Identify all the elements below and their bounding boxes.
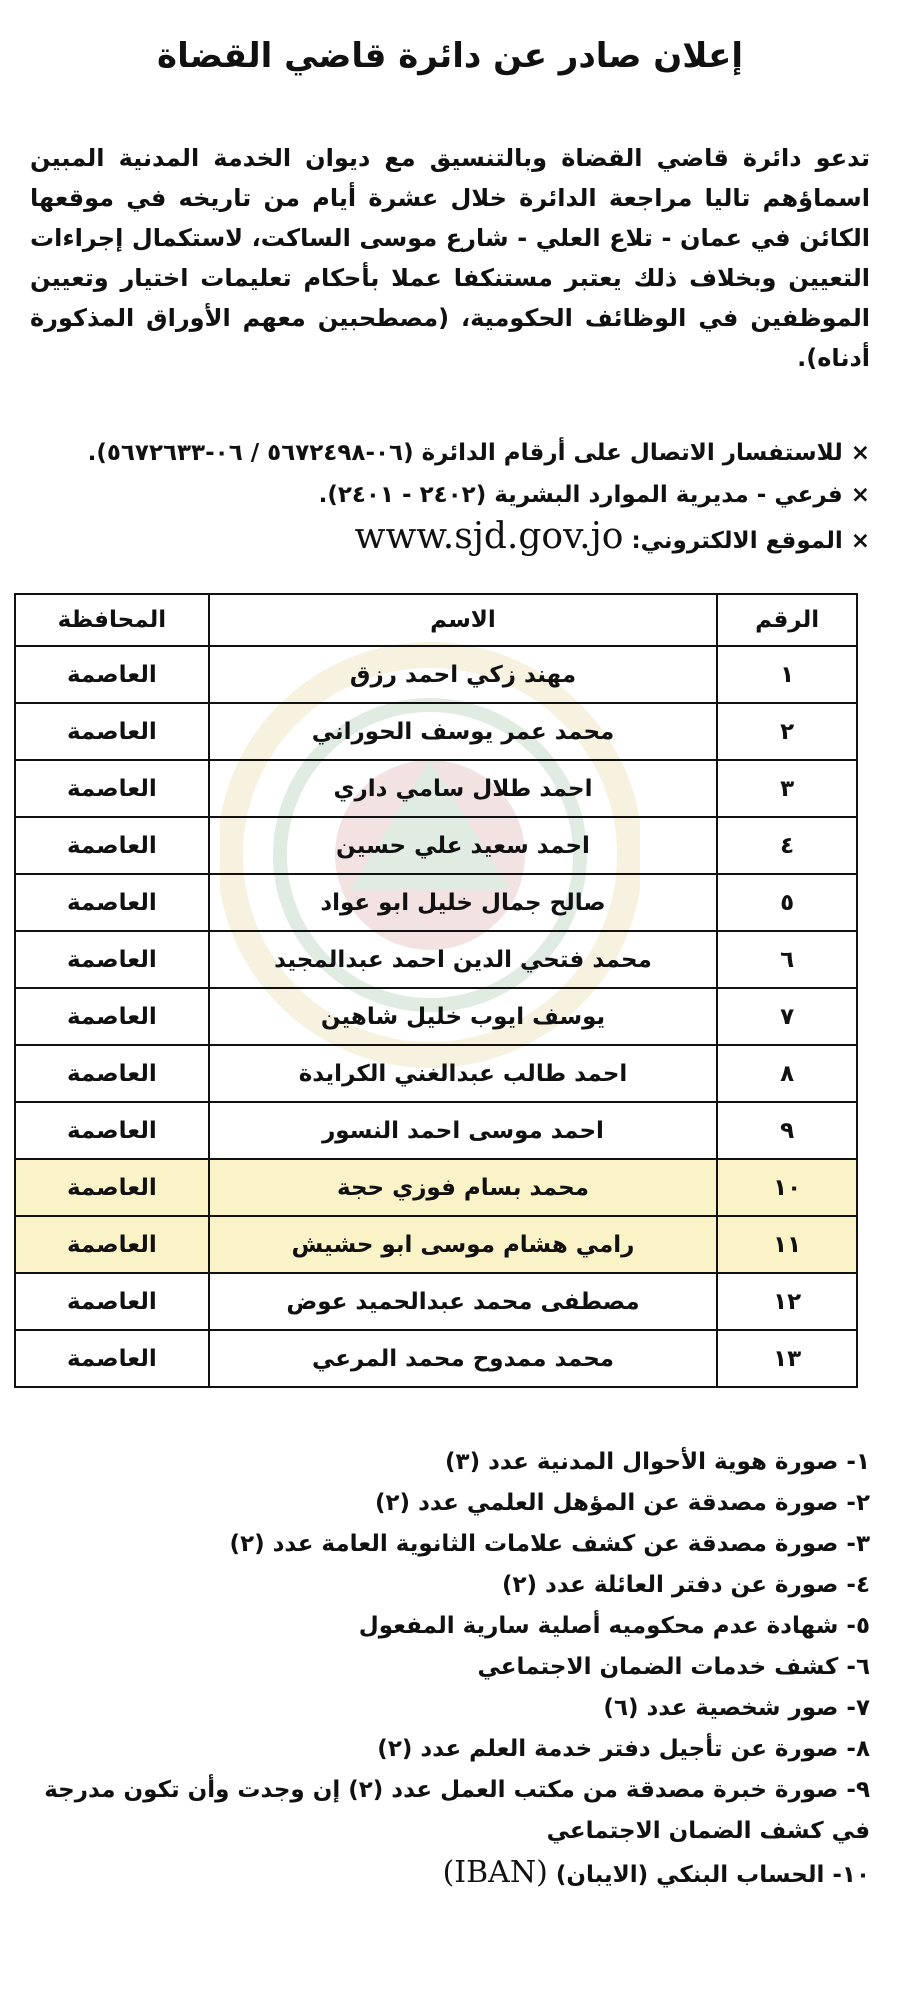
table-row (15, 874, 857, 931)
required-documents-list (10, 1442, 870, 1896)
cell-governorate: العاصمة (15, 1045, 209, 1102)
list-item: ٤- صورة عن دفتر العائلة عدد (٢) (501, 1572, 870, 1598)
cell-governorate: العاصمة (15, 988, 209, 1045)
cell-governorate: العاصمة (15, 817, 209, 874)
cell-name: احمد سعيد علي حسين (209, 817, 718, 874)
list-item: ٣- صورة مصدقة عن كشف علامات الثانوية العامة عدد (٢) (229, 1531, 870, 1557)
iban-label: ١٠- الحساب البنكي (الايبان) (555, 1862, 870, 1888)
list-item: ٦- كشف خدمات الضمان الاجتماعي (477, 1654, 870, 1680)
cell-name: مهند زكي احمد رزق (209, 646, 718, 703)
cell-name: محمد فتحي الدين احمد عبدالمجيد (209, 931, 718, 988)
website-line (30, 516, 870, 562)
cell-number: ٧ (717, 988, 857, 1045)
cell-number: ٥ (717, 874, 857, 931)
table-header-row (15, 594, 857, 646)
table-row (15, 988, 857, 1045)
table-row (15, 760, 857, 817)
website-label: × الموقع الالكتروني: (631, 528, 870, 554)
list-item: ٧- صور شخصية عدد (٦) (603, 1695, 870, 1721)
cell-governorate: العاصمة (15, 874, 209, 931)
table-row (15, 1273, 857, 1330)
table-row (15, 1216, 857, 1273)
cell-governorate: العاصمة (15, 1102, 209, 1159)
cell-governorate: العاصمة (15, 1216, 209, 1273)
table-row (15, 1330, 857, 1387)
table-row (15, 703, 857, 760)
iban-code: (IBAN) (442, 1855, 548, 1890)
header-governorate: المحافظة (15, 594, 209, 646)
cell-number: ١٢ (717, 1273, 857, 1330)
cell-governorate: العاصمة (15, 931, 209, 988)
list-item: ٢- صورة مصدقة عن المؤهل العلمي عدد (٢) (374, 1490, 870, 1516)
list-item: ٩- صورة خبرة مصدقة من مكتب العمل عدد (٢) إن وجدت وأن تكون مدرجة في كشف الضمان الاجتماعي (44, 1777, 870, 1844)
cell-number: ٨ (717, 1045, 857, 1102)
list-item-iban (10, 1852, 870, 1896)
table-row (15, 817, 857, 874)
list-item: ٥- شهادة عدم محكوميه أصلية سارية المفعول (358, 1613, 870, 1639)
table-row (15, 646, 857, 703)
table-row (15, 1045, 857, 1102)
cell-name: محمد ممدوح محمد المرعي (209, 1330, 718, 1387)
cell-name: احمد طالب عبدالغني الكرايدة (209, 1045, 718, 1102)
cell-number: ٣ (717, 760, 857, 817)
cell-number: ٢ (717, 703, 857, 760)
table-row (15, 1102, 857, 1159)
header-name: الاسم (209, 594, 718, 646)
cell-number: ٦ (717, 931, 857, 988)
cell-governorate: العاصمة (15, 703, 209, 760)
cell-name: احمد موسى احمد النسور (209, 1102, 718, 1159)
branch-line: × فرعي - مديرية الموارد البشرية (٢٤٠٢ - ٢٤٠١). (318, 482, 870, 508)
intro-paragraph: تدعو دائرة قاضي القضاة وبالتنسيق مع ديوان الخدمة المدنية المبين اسماؤهم تاليا مراجعة الدائرة خلال عشرة أيام من تاريخه في موقعها الكائن في عمان - تلاع العلي - شارع موسى الساكت، لاستكمال إجراءات التعيين وبخلاف ذلك يعتبر مستنكفا عملا بأحكام تعليمات اختيار وتعيين الموظفين في الوظائف الحكومية، (مصطحبين معهم الأوراق المذكورة أدناه). (30, 144, 870, 372)
table-row (15, 931, 857, 988)
page-title: إعلان صادر عن دائرة قاضي القضاة (157, 36, 743, 76)
cell-number: ١١ (717, 1216, 857, 1273)
cell-number: ١٠ (717, 1159, 857, 1216)
cell-governorate: العاصمة (15, 1159, 209, 1216)
cell-number: ٩ (717, 1102, 857, 1159)
cell-name: محمد عمر يوسف الحوراني (209, 703, 718, 760)
header-number: الرقم (717, 594, 857, 646)
website-link[interactable]: www.sjd.gov.jo (354, 516, 624, 557)
cell-number: ٤ (717, 817, 857, 874)
cell-governorate: العاصمة (15, 1273, 209, 1330)
contact-info (30, 432, 870, 562)
cell-name: احمد طلال سامي داري (209, 760, 718, 817)
cell-name: مصطفى محمد عبدالحميد عوض (209, 1273, 718, 1330)
phone-line: × للاستفسار الاتصال على أرقام الدائرة (٠٦-٥٦٧٢٤٩٨ / ٠٦-٥٦٧٢٦٣٣). (87, 440, 870, 466)
list-item: ٨- صورة عن تأجيل دفتر خدمة العلم عدد (٢) (377, 1736, 870, 1762)
cell-name: محمد بسام فوزي حجة (209, 1159, 718, 1216)
cell-name: يوسف ايوب خليل شاهين (209, 988, 718, 1045)
list-item: ١- صورة هوية الأحوال المدنية عدد (٣) (445, 1449, 870, 1475)
cell-name: صالح جمال خليل ابو عواد (209, 874, 718, 931)
table-row (15, 1159, 857, 1216)
cell-number: ١ (717, 646, 857, 703)
cell-name: رامي هشام موسى ابو حشيش (209, 1216, 718, 1273)
cell-governorate: العاصمة (15, 1330, 209, 1387)
names-table (14, 593, 858, 1388)
cell-governorate: العاصمة (15, 646, 209, 703)
cell-governorate: العاصمة (15, 760, 209, 817)
cell-number: ١٣ (717, 1330, 857, 1387)
